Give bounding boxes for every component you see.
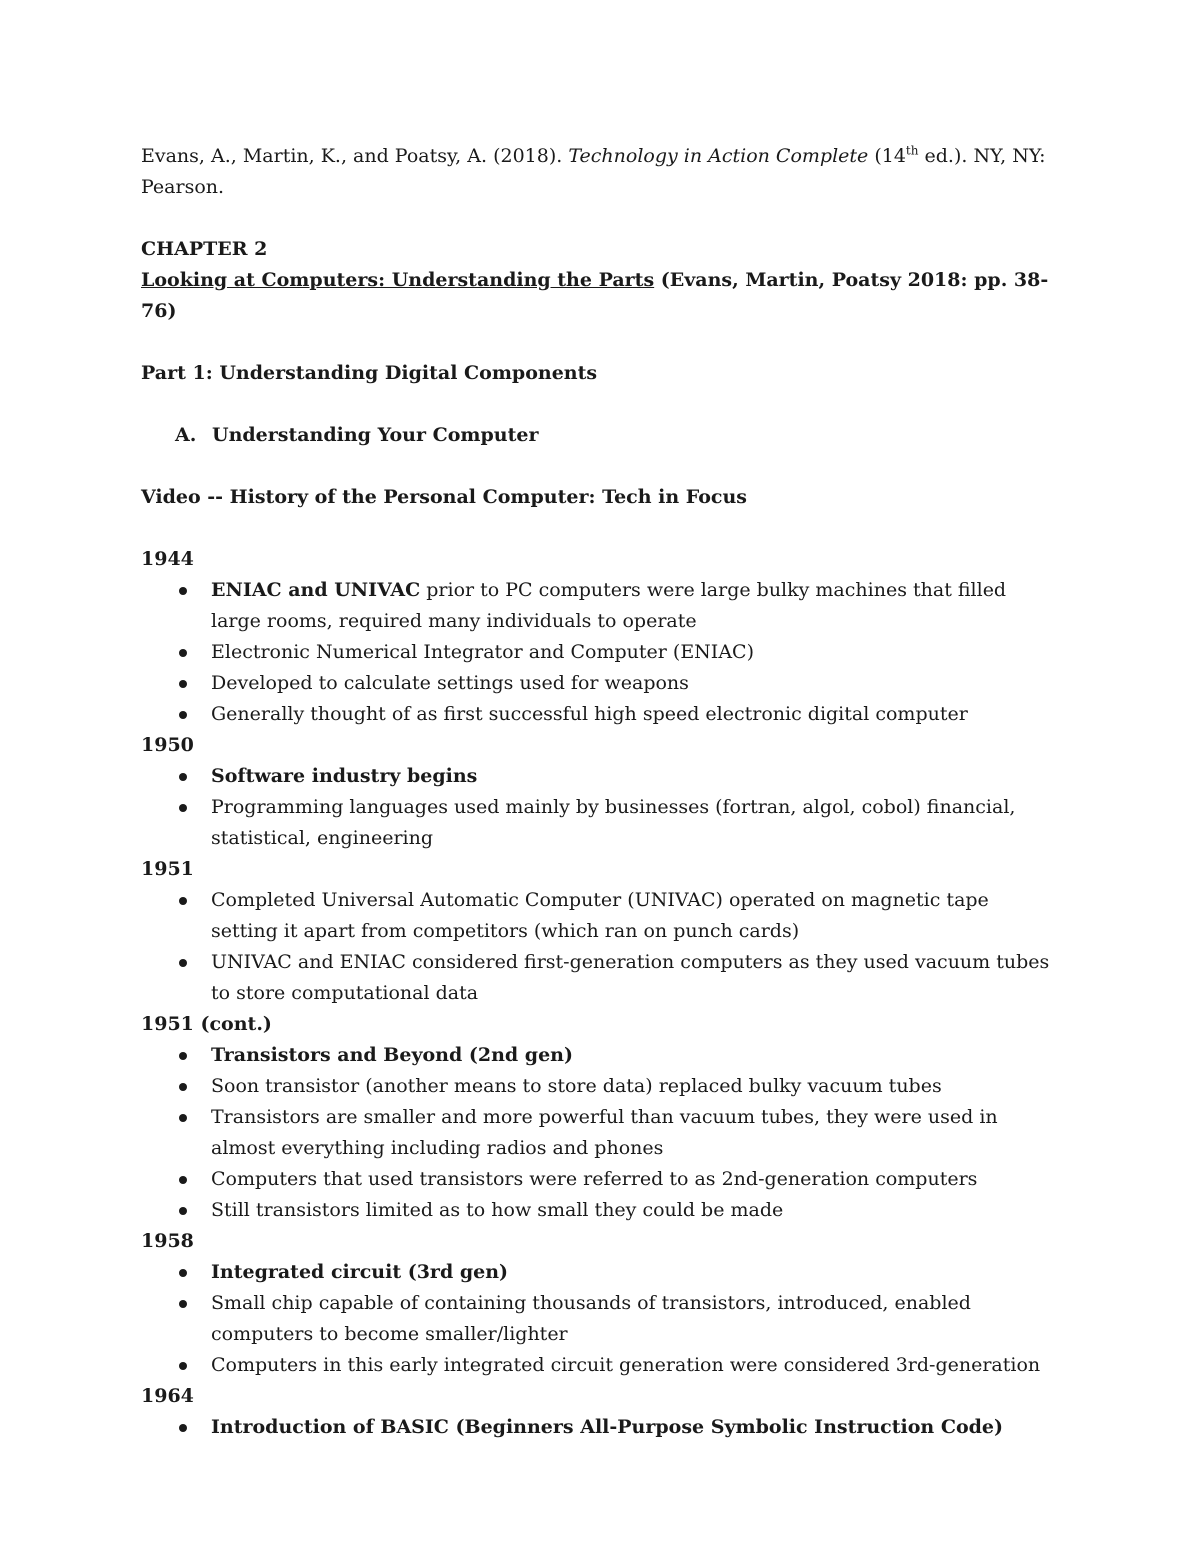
spacer (141, 203, 1056, 234)
part-heading: Part 1: Understanding Digital Components (141, 362, 598, 384)
list-item (141, 1040, 1056, 1071)
chapter-ref: (Evans, Martin, Poatsy 2018: pp. 38-76) (141, 269, 1049, 322)
list-item (141, 1164, 1056, 1195)
spacer (141, 389, 1056, 420)
bullet-icon (179, 1207, 187, 1215)
item-text: Programming languages used mainly by businesses (fortran, algol, cobol) financial, statistical, engineering (211, 796, 1016, 849)
item-text: Soon transistor (another means to store data) replaced bulky vacuum tubes (211, 1075, 942, 1097)
item-text: Developed to calculate settings used for weapons (211, 672, 689, 694)
bullet-icon (179, 959, 187, 967)
bullet-icon (179, 711, 187, 719)
bullet-icon (179, 897, 187, 905)
item-bold-text: ENIAC and UNIVAC (211, 579, 421, 601)
citation-edition-post: ed.). NY, NY: Pearson. (141, 145, 1046, 198)
item-bold-text: Introduction of BASIC (Beginners All-Purpose Symbolic Instruction Code) (211, 1416, 1004, 1438)
bullet-icon (179, 773, 187, 781)
bullet-icon (179, 1083, 187, 1091)
item-text: Transistors are smaller and more powerful than vacuum tubes, they were used in almost everything including radios and phones (211, 1106, 998, 1159)
section-title: Understanding Your Computer (212, 424, 539, 446)
list-item (141, 792, 1056, 854)
document-content (141, 141, 1056, 1443)
citation-book-title: Technology in Action Complete (568, 145, 869, 167)
bullet-icon (179, 1269, 187, 1277)
timeline (141, 544, 1056, 1443)
chapter-label: CHAPTER 2 (141, 238, 268, 260)
bullet-list (141, 761, 1056, 854)
bullet-icon (179, 804, 187, 812)
list-item (141, 947, 1056, 1009)
list-item (141, 668, 1056, 699)
item-text: UNIVAC and ENIAC considered first-generation computers as they used vacuum tubes to store computational data (211, 951, 1050, 1004)
list-item (141, 1195, 1056, 1226)
citation-edition-pre: (14 (868, 145, 906, 167)
timeline-year: 1944 (141, 548, 194, 570)
timeline-year: 1951 (141, 858, 194, 880)
timeline-year: 1964 (141, 1385, 194, 1407)
bullet-list (141, 1040, 1056, 1226)
list-item (141, 1071, 1056, 1102)
spacer (141, 327, 1056, 358)
list-item (141, 885, 1056, 947)
item-bold-text: Integrated circuit (3rd gen) (211, 1261, 509, 1283)
bullet-list (141, 1412, 1056, 1443)
bullet-list (141, 885, 1056, 1009)
item-text: prior to PC computers were large bulky machines that filled large rooms, required many individuals to operate (211, 579, 1007, 632)
bullet-icon (179, 649, 187, 657)
list-item (141, 1288, 1056, 1350)
item-bold-text: Transistors and Beyond (2nd gen) (211, 1044, 573, 1066)
list-item (141, 761, 1056, 792)
bullet-icon (179, 1362, 187, 1370)
bullet-icon (179, 1052, 187, 1060)
timeline-year: 1958 (141, 1230, 194, 1252)
item-text: Small chip capable of containing thousands of transistors, introduced, enabled computers to become smaller/lighter (211, 1292, 971, 1345)
list-item (141, 637, 1056, 668)
list-item (141, 1257, 1056, 1288)
citation-authors: Evans, A., Martin, K., and Poatsy, A. (2018). (141, 145, 569, 167)
list-item (141, 699, 1056, 730)
item-text: Generally thought of as first successful high speed electronic digital computer (211, 703, 968, 725)
bullet-list (141, 1257, 1056, 1381)
citation (141, 141, 1056, 203)
timeline-year: 1950 (141, 734, 194, 756)
bullet-icon (179, 1114, 187, 1122)
bullet-icon (179, 587, 187, 595)
timeline-year: 1951 (cont.) (141, 1013, 272, 1035)
spacer (141, 451, 1056, 482)
item-text: Computers in this early integrated circuit generation were considered 3rd-generation (211, 1354, 1041, 1376)
item-bold-text: Software industry begins (211, 765, 478, 787)
bullet-list (141, 575, 1056, 730)
chapter-title: Looking at Computers: Understanding the Parts (141, 269, 655, 291)
bullet-icon (179, 680, 187, 688)
bullet-icon (179, 1300, 187, 1308)
list-item (141, 1102, 1056, 1164)
item-text: Computers that used transistors were referred to as 2nd-generation computers (211, 1168, 978, 1190)
citation-edition-sup: th (905, 143, 919, 158)
list-item (141, 1350, 1056, 1381)
list-item (141, 575, 1056, 637)
section-letter: A. (175, 424, 197, 446)
section-heading (141, 420, 1056, 451)
bullet-icon (179, 1176, 187, 1184)
bullet-icon (179, 1424, 187, 1432)
item-text: Electronic Numerical Integrator and Computer (ENIAC) (211, 641, 754, 663)
video-heading: Video -- History of the Personal Computer: Tech in Focus (141, 486, 748, 508)
item-text: Completed Universal Automatic Computer (UNIVAC) operated on magnetic tape setting it apart from competitors (which ran on punch cards) (211, 889, 989, 942)
spacer (141, 513, 1056, 544)
list-item (141, 1412, 1056, 1443)
chapter-heading (141, 265, 1056, 327)
item-text: Still transistors limited as to how small they could be made (211, 1199, 784, 1221)
